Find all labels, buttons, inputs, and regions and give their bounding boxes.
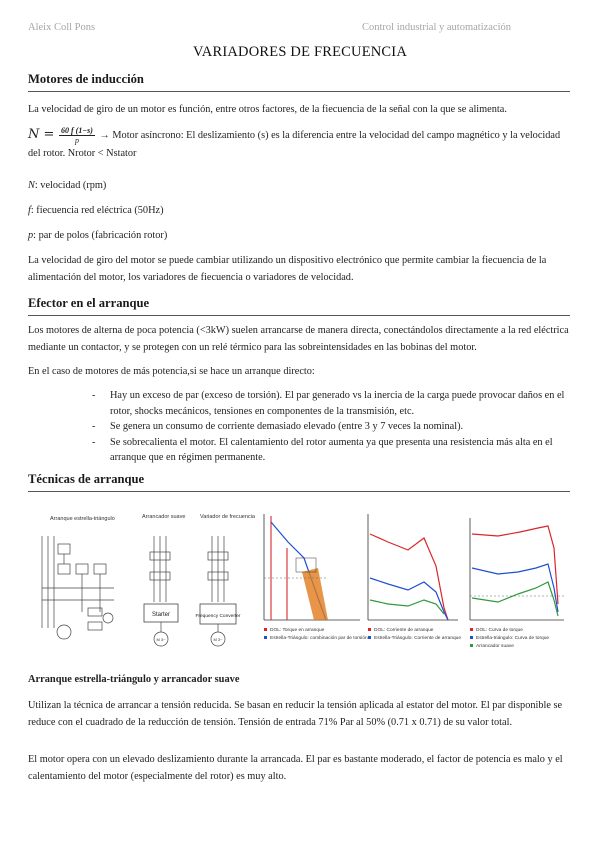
definition-n-text: : velocidad (rpm): [34, 180, 107, 191]
graph-curvas-torque: [470, 518, 564, 620]
diagram3-title: Variador de frecuencia: [200, 514, 255, 520]
paragraph-tension-reducida: Utilizan la técnica de arrancar a tensión reducida. Se basan en reducir la tensión aplicada al estator del motor. El par disponible se reduce con el cuadrado de la reducción de tensión. Tensión de entrada 71% Par al 50% (0.71 x 0.71) de su valor total.: [28, 700, 563, 728]
heading-motores: Motores de inducción: [28, 72, 570, 92]
legend1-item-1: DOL: Torque en arranque: [270, 628, 325, 633]
bullet-item: - Se sobrecalienta el motor. El calentamiento del rotor aumenta ya que presenta una resistencia más alta en el arranque que en régimen permanente.: [92, 435, 572, 466]
subheading-estrella-triangulo: Arranque estrella-triángulo y arrancador suave: [28, 674, 240, 685]
paragraph-deslizamiento: El motor opera con un elevado deslizamiento durante la arrancada. El par es bastante moderado, el factor de potencia es malo y el calentamiento del motor (especialmente del rotor) es muy alto.: [28, 754, 563, 782]
paragraph-poca-potencia: Los motores de alterna de poca potencia (<3kW) suelen arrancarse de manera directa, conectándolos directamente a la red eléctrica mediante un contactor, y se protegen con un relé térmico para las sobreintensidades en las bobinas del motor.: [28, 325, 569, 353]
legend3-item-3: Arrancador suave: [476, 644, 514, 649]
definition-n-symbol: N: [28, 180, 35, 191]
definition-f-symbol: f: [28, 205, 31, 216]
formula-explanation: → Motor asíncrono: El deslizamiento (s) es la diferencia entre la velocidad del campo magnético y la velocidad del rotor. Nrotor < Nstator: [28, 130, 561, 160]
figure-arranque: [28, 508, 572, 664]
header-author: Aleix Coll Pons: [28, 22, 96, 33]
motor-label-2: M 3~: [156, 637, 166, 642]
definition-p-text: : par de polos (fabricación rotor): [33, 230, 168, 241]
header-course: Control industrial y automatización: [362, 22, 512, 33]
legend2-item-1: DOL: Corriente de arranque: [374, 628, 434, 633]
starter-label: Starter: [151, 612, 171, 618]
legend3-item-1: DOL: Curva de torque: [476, 628, 523, 633]
diagram-variador: [195, 514, 255, 646]
definition-f-text: : fiecuencia red eléctrica (50Hz): [30, 205, 164, 216]
diagram-arrancador-suave: [142, 514, 185, 646]
definition-p: [28, 228, 573, 245]
legend3-item-2: Estrella-triángulo: Curva de torque: [476, 636, 550, 641]
heading-efector: Efector en el arranque: [28, 296, 570, 316]
motor-label-3: M 3~: [213, 637, 223, 642]
formula-denominator: p: [74, 136, 79, 146]
legend2-item-2: Estrella-Triángulo: Corriente de arranque: [374, 636, 462, 641]
formula-line: [28, 126, 573, 163]
formula-fraction: [59, 126, 95, 145]
figure-legends: [264, 627, 549, 649]
bullet-item: - Se genera un consumo de corriente demasiado elevado (entre 3 y 7 veces la nominal).: [92, 419, 572, 435]
formula-lhs: N =: [28, 127, 55, 142]
graph-corriente-arranque: [368, 514, 458, 620]
diagram-estrella-triangulo: [42, 516, 115, 639]
bullet-item: - Hay un exceso de par (exceso de torsión). El par generado vs la inercia de la carga puede provocar daños en el rotor, shocks mecánicos, tensiones en componentes de la transmisión, etc.: [92, 388, 572, 419]
paragraph-variadores: La velocidad de giro del motor se puede cambiar utilizando un dispositivo electrónico que permite cambiar la fiecuencia de la alimentación del motor, los variadores de fiecuencia o variadores de velocidad.: [28, 255, 547, 283]
graph-torque-arranque: [264, 514, 360, 620]
definition-n: [28, 178, 573, 195]
page-title: VARIADORES DE FRECUENCIA: [193, 44, 407, 60]
bullet-list: [92, 388, 572, 466]
diagram1-title: Arranque estrella-triángulo: [50, 516, 115, 522]
formula-numerator: 60 f (1−s): [60, 126, 93, 136]
paragraph-velocidad: La velocidad de giro de un motor es función, entre otros factores, de la fiecuencia de la señal con la que se alimenta.: [28, 104, 507, 115]
converter-label: Frequency Converter: [195, 614, 241, 619]
definition-f: [28, 203, 573, 220]
legend1-item-2: Estrella-Triángulo: combinación par de torsión: [270, 636, 368, 641]
definition-p-symbol: p: [28, 230, 34, 241]
diagram2-title: Arrancador suave: [142, 514, 186, 520]
paragraph-mas-potencia: En el caso de motores de más potencia,si se hace un arranque directo:: [28, 366, 315, 377]
heading-tecnicas: Técnicas de arranque: [28, 472, 570, 492]
